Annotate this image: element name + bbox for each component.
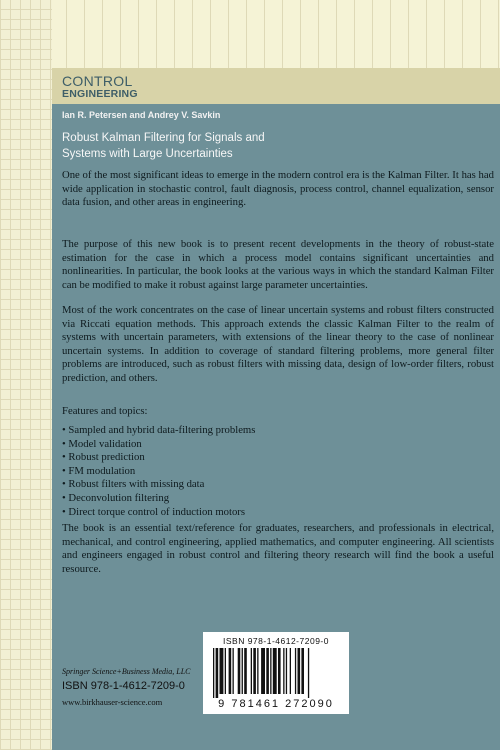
barcode-bar [261, 648, 265, 694]
barcode-bar [229, 648, 232, 694]
barcode-digits: 9 781461 272090 [218, 698, 334, 710]
barcode-bar [238, 648, 241, 694]
barcode-bar [257, 648, 258, 694]
book-title-line1: Robust Kalman Filtering for Signals and [62, 132, 265, 144]
barcode-bar [290, 648, 291, 694]
barcode-bar [253, 648, 256, 694]
feature-item: • Deconvolution filtering [62, 492, 255, 506]
barcode-bar [242, 648, 243, 694]
barcode-bar [244, 648, 247, 694]
barcode-bar [298, 648, 301, 694]
book-title [62, 130, 462, 162]
barcode-bar [266, 648, 269, 694]
barcode-bar [251, 648, 252, 694]
barcode-bar [225, 648, 226, 694]
series-logo [62, 74, 138, 100]
barcode-bar [283, 648, 284, 694]
top-binding-strip [0, 0, 500, 68]
barcode-bar [295, 648, 296, 694]
publisher-website: www.birkhauser-science.com [62, 697, 163, 707]
feature-item: • Robust prediction [62, 451, 255, 465]
barcode-bar [216, 648, 219, 698]
barcode-bar [213, 648, 214, 698]
barcode-bars [211, 648, 341, 698]
feature-item: • Direct torque control of induction motors [62, 506, 255, 520]
barcode-isbn-label: ISBN 978-1-4612-7209-0 [223, 636, 329, 646]
barcode-bar [270, 648, 271, 694]
feature-item: • Model validation [62, 438, 255, 452]
feature-item: • Robust filters with missing data [62, 478, 255, 492]
barcode [203, 632, 349, 714]
isbn-number: ISBN 978-1-4612-7209-0 [62, 680, 185, 692]
description-paragraph-1: One of the most significant ideas to emerge in the modern control era is the Kalman Filter. It has had wide application in stochastic control, fault diagnosis, process control, channel equalization, sensor data fusion, and other areas in engineering. [62, 169, 494, 209]
authors: Ian R. Petersen and Andrey V. Savkin [62, 110, 221, 120]
feature-item: • FM modulation [62, 465, 255, 479]
book-title-line2: Systems with Large Uncertainties [62, 148, 233, 160]
description-paragraph-4: The book is an essential text/reference for graduates, researchers, and professionals in electrical, mechanical, and control engineering, applied mathematics, and computer engineering. All scientists and engineers engaged in robust control and filtering theory research will find the book a useful resource. [62, 522, 494, 575]
features-heading: Features and topics: [62, 405, 148, 417]
series-logo-line2: ENGINEERING [62, 88, 138, 100]
feature-item: • Sampled and hybrid data-filtering problems [62, 424, 255, 438]
series-logo-line1: CONTROL [62, 73, 133, 89]
barcode-bar [233, 648, 234, 694]
barcode-bar [273, 648, 277, 694]
description-paragraph-2: The purpose of this new book is to present recent developments in the theory of robust-state estimation for the case in which a process model contains significant uncertainties and nonlinearities. In particular, the book looks at the various ways in which the standard Kalman Filter can be modified to make it robust against large parameter uncertainties. [62, 238, 494, 291]
barcode-bar [278, 648, 281, 694]
description-paragraph-3: Most of the work concentrates on the case of linear uncertain systems and robust filters constructed via Riccati equation methods. This approach extends the classic Kalman Filter to the realm of systems with uncertain parameters, with extensions of the linear theory to the case of nonlinear uncertain systems. In addition to coverage of standard filtering problems, more general filter problems are introduced, such as robust filters with missing data, design of low-order filters, robust prediction, and others. [62, 304, 494, 384]
left-spine-strip [0, 0, 52, 750]
spine-grid-pattern [0, 0, 52, 750]
features-list [62, 424, 255, 519]
publisher-name: Springer Science+Business Media, LLC [62, 667, 191, 676]
barcode-bar [286, 648, 287, 694]
barcode-bar [301, 648, 304, 694]
barcode-bar [308, 648, 309, 698]
barcode-bar [220, 648, 224, 694]
binding-pattern [0, 0, 500, 68]
